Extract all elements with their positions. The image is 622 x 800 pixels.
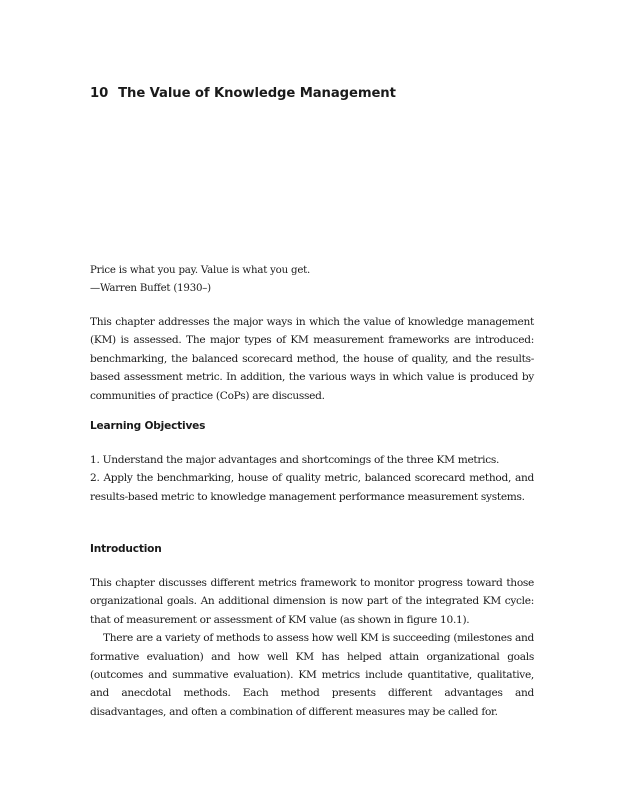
- epigraph-quote: Price is what you pay. Value is what you get.: [90, 265, 311, 276]
- intro-paragraph: This chapter addresses the major ways in which the value of knowledge management (KM) is assessed. The major types of KM measurement frameworks are introduced: benchmarking, the balanced scorecard method, the house of quality, and the results-based assessment metric. In addition, the various ways in which value is produced by communities of practice (CoPs) are discussed.: [90, 316, 534, 402]
- objective-item: 2. Apply the benchmarking, house of quality metric, balanced scorecard method, and results-based metric to knowledge management performance measurement systems.: [90, 472, 534, 503]
- introduction-paragraph: There are a variety of methods to assess how well KM is succeeding (milestones and formative evaluation) and how well KM has helped attain organizational goals (outcomes and summative evaluation). KM metrics include quantitative, qualitative, and anecdotal methods. Each method presents different advantages and disadvantages, and often a combination of different measures may be called for.: [90, 632, 534, 718]
- introduction-body: [90, 574, 534, 721]
- learning-objectives-list: [90, 451, 534, 506]
- learning-objectives-heading: Learning Objectives: [90, 420, 206, 432]
- chapter-title: [90, 86, 396, 101]
- chapter-number: 10: [90, 86, 109, 101]
- chapter-title-text: The Value of Knowledge Management: [118, 86, 396, 101]
- objective-item: 1. Understand the major advantages and shortcomings of the three KM metrics.: [90, 454, 500, 466]
- epigraph: [90, 262, 534, 298]
- introduction-heading: Introduction: [90, 543, 162, 555]
- epigraph-attribution: —Warren Buffet (1930–): [90, 283, 211, 294]
- introduction-paragraph: This chapter discusses different metrics framework to monitor progress toward those organizational goals. An additional dimension is now part of the integrated KM cycle: that of measurement or assessment of KM value (as shown in figure 10.1).: [90, 577, 534, 626]
